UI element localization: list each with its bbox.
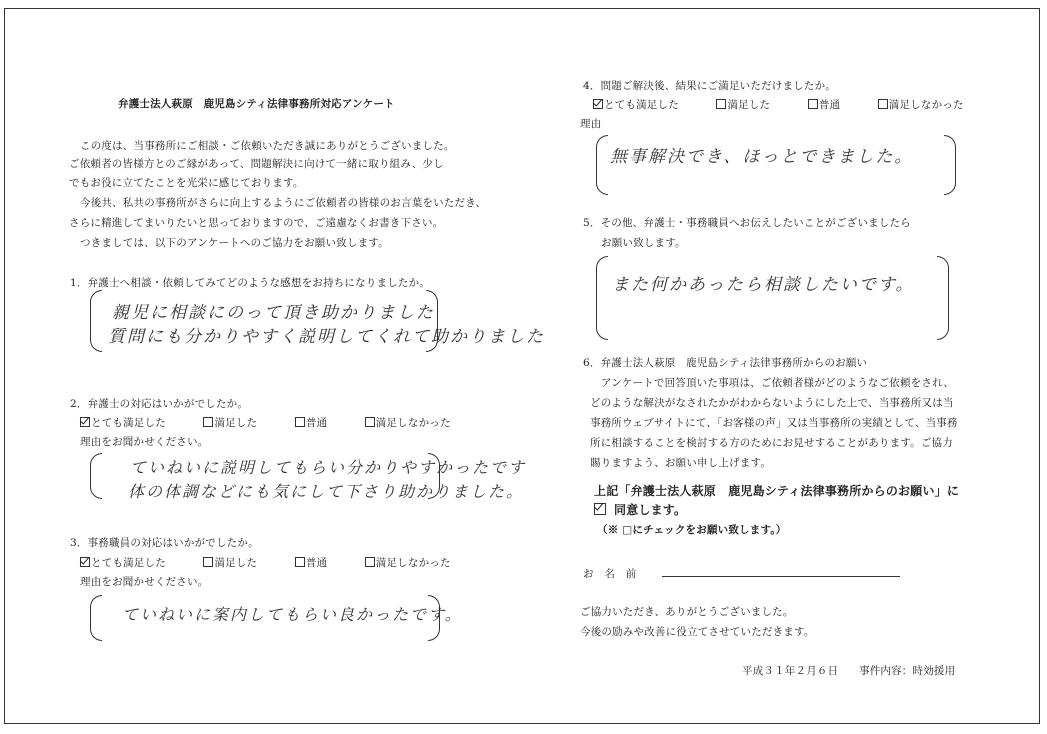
- survey-title: 弁護士法人萩原 鹿児島シティ法律事務所対応アンケート: [118, 98, 395, 110]
- q3-bracket-left: [90, 595, 102, 641]
- checkbox-icon: [295, 417, 305, 427]
- q2-answer-line: ていねいに説明してもらい分かりやすかったです: [130, 458, 527, 477]
- q5-bracket-left: [596, 256, 608, 340]
- consent-line: 上記「弁護士法人萩原 鹿児島シティ法律事務所からのお願い」に: [594, 484, 960, 498]
- q3-answer: ていねいに案内してもらい良かったです。: [122, 605, 463, 624]
- q1-bracket-left: [90, 290, 102, 352]
- q2-answer-line: 体の体調などにも気にして下さり助かりました。: [128, 482, 525, 501]
- q4-option-very-satisfied[interactable]: とても満足した: [593, 99, 679, 111]
- checkbox-icon: [365, 557, 375, 567]
- q3-option-not-satisfied[interactable]: 満足しなかった: [365, 557, 451, 569]
- q2-option-satisfied[interactable]: 満足した: [203, 417, 257, 429]
- q5-bracket-right: [937, 256, 949, 340]
- consent-note: （※ □にチェックをお願い致します。）: [597, 524, 787, 536]
- q4-options: [593, 98, 998, 112]
- q2-option-not-satisfied[interactable]: 満足しなかった: [365, 417, 451, 429]
- checkbox-icon: [878, 99, 888, 109]
- thanks-line: 今後の励みや改善に役立てさせていただきます。: [580, 626, 815, 638]
- q4-answer: 無事解決でき、ほっとできました。: [610, 147, 914, 167]
- q4-bracket-right: [944, 135, 956, 195]
- q1-answer-line: 質問にも分かりやすく説明してくれて助かりました: [108, 327, 545, 347]
- name-label: お 名 前: [583, 568, 637, 580]
- checkbox-checked-icon: [80, 417, 90, 427]
- q6-body-line: アンケートで回答頂いた事項は、ご依頼者様がどのようなご依頼をされ、: [601, 377, 955, 389]
- q2-reason-label: 理由をお聞かせください。: [80, 436, 209, 448]
- q6-body-line: 事務所ウェブサイトにて、「お客様の声」又は当事務所の実績として、当事務: [590, 417, 958, 429]
- q1-question: 1．弁護士へ相談・依頼してみてどのような感想をお持ちになりましたか。: [70, 277, 430, 289]
- footer-case-type: 事件内容：時効援用: [859, 665, 956, 677]
- intro-line: 今後共、私共の事務所がさらに向上するようにご依頼者の皆様のお言葉をいただき、: [80, 197, 487, 209]
- consent-checkbox-checked-icon: [594, 503, 606, 515]
- q4-option-not-satisfied[interactable]: 満足しなかった: [878, 99, 964, 111]
- checkbox-icon: [295, 557, 305, 567]
- q3-options: [80, 556, 485, 570]
- q5-answer: また何かあったら相談したいです。: [612, 275, 915, 295]
- q2-bracket-left: [90, 453, 102, 499]
- q3-option-satisfied[interactable]: 満足した: [203, 557, 257, 569]
- thanks-line: ご協力いただき、ありがとうございました。: [580, 606, 794, 618]
- q3-option-very-satisfied[interactable]: とても満足した: [80, 557, 166, 569]
- q6-body-line: 賜りますよう、お願い申し上げます。: [590, 457, 772, 469]
- q2-option-neutral[interactable]: 普通: [295, 417, 327, 429]
- q2-question: 2．弁護士の対応はいかがでしたか。: [70, 398, 249, 410]
- checkbox-icon: [716, 99, 726, 109]
- checkbox-icon: [808, 99, 818, 109]
- q5-question-line: 5．その他、弁護士・事務職員へお伝えしたいことがございましたら: [583, 217, 911, 229]
- intro-line: さらに精進してまいりたいと思っておりますので、ご遠慮なくお書き下さい。: [69, 217, 444, 229]
- intro-line: この度は、当事務所にご相談・ご依頼いただき誠にありがとうございました。: [80, 140, 455, 152]
- q2-options: [80, 416, 485, 430]
- q4-bracket-left: [596, 135, 608, 195]
- checkbox-icon: [365, 417, 375, 427]
- q4-option-satisfied[interactable]: 満足した: [716, 99, 770, 111]
- q3-question: 3．事務職員の対応はいかがでしたか。: [70, 537, 259, 549]
- q3-option-neutral[interactable]: 普通: [295, 557, 327, 569]
- checkbox-icon: [203, 417, 213, 427]
- consent-checkbox-row[interactable]: 同意します。: [594, 503, 686, 517]
- footer-date: 平成３１年２月６日: [742, 665, 839, 677]
- intro-line: でもお役に立てたことを光栄に感じております。: [69, 177, 304, 189]
- name-field-line[interactable]: [662, 576, 900, 577]
- intro-line: つきましては、以下のアンケートへのご協力をお願い致します。: [80, 237, 389, 249]
- q6-heading: 6．弁護士法人萩原 鹿児島シティ法律事務所からのお願い: [583, 357, 868, 369]
- checkbox-icon: [203, 557, 213, 567]
- q6-body-line: 所に相談することを検討する方のためにお見せすることがあります。ご協力: [590, 437, 953, 449]
- q2-option-very-satisfied[interactable]: とても満足した: [80, 417, 166, 429]
- intro-line: ご依頼者の皆様方とのご縁があって、問題解決に向けて一緒に取り組み、少し: [69, 158, 444, 170]
- q4-reason-label: 理由: [580, 118, 602, 130]
- checkbox-checked-icon: [593, 99, 603, 109]
- q1-answer-line: 親児に相談にのって頂き助かりました: [112, 303, 435, 323]
- checkbox-checked-icon: [80, 557, 90, 567]
- q4-question: 4．問題ご解決後、結果にご満足いただけましたか。: [583, 80, 836, 92]
- q5-question-line: お願い致します。: [601, 237, 686, 249]
- q4-option-neutral[interactable]: 普通: [808, 99, 840, 111]
- q3-reason-label: 理由をお聞かせください。: [80, 576, 209, 588]
- q6-body-line: どのような解決がなされたかがわからないようにした上で、当事務所又は当: [590, 397, 954, 409]
